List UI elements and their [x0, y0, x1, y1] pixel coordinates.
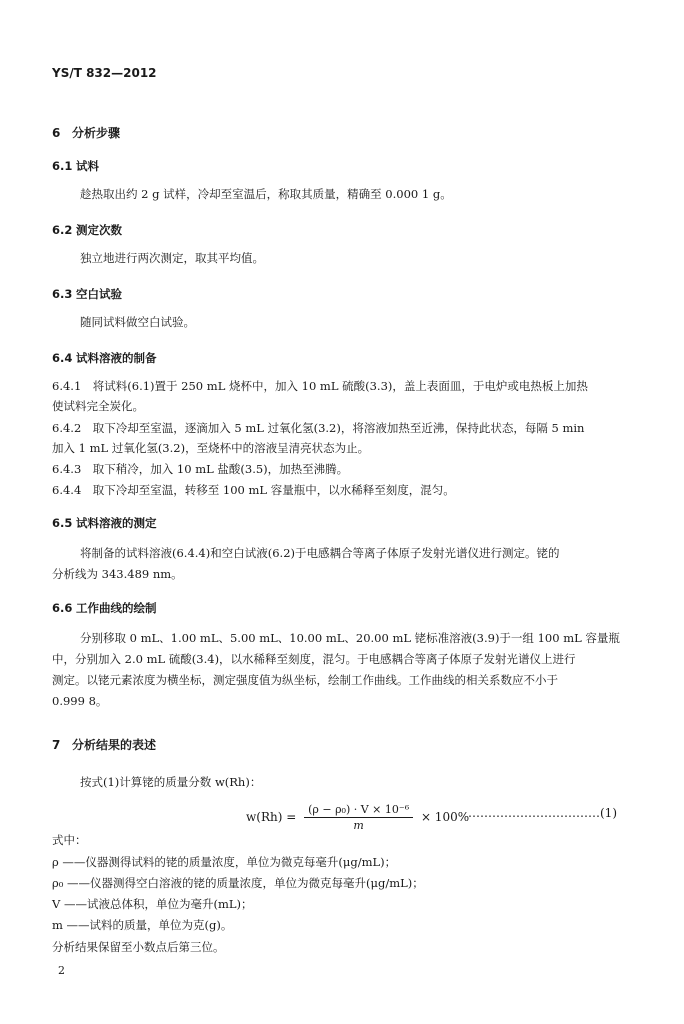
formula-denominator: m	[353, 819, 364, 832]
section-title: 分析步骤	[72, 126, 121, 140]
formula-rhs: × 100%	[420, 810, 470, 824]
standard-code: YS/T 832—2012	[52, 66, 157, 80]
section-6-heading	[52, 124, 120, 141]
section-number: 6.6	[52, 601, 73, 615]
section-6-4-line: 使试料完全炭化。	[52, 399, 144, 413]
formula-numerator: (ρ − ρ₀) · V × 10⁻⁶	[304, 803, 413, 818]
equation-number: ……………………………(1)	[468, 806, 617, 820]
section-6-4-line: 6.4.4 取下冷却至室温，转移至 100 mL 容量瓶中，以水稀释至刻度，混匀。	[52, 483, 455, 497]
definition-item: m ——试料的质量，单位为克(g)。	[52, 918, 233, 932]
formula-lhs: w(Rh) =	[246, 810, 297, 824]
formula-fraction	[304, 803, 413, 832]
section-number: 6	[52, 126, 61, 140]
section-7-heading	[52, 736, 156, 753]
section-6-4-line: 加入 1 mL 过氧化氢(3.2)，至烧杯中的溶液呈清亮状态为止。	[52, 441, 370, 455]
section-6-3-heading	[52, 286, 122, 302]
section-6-2-text: 独立地进行两次测定，取其平均值。	[80, 251, 264, 265]
section-number: 6.3	[52, 287, 73, 301]
mass-fraction-formula	[246, 803, 469, 832]
section-6-6-line: 中，分别加入 2.0 mL 硫酸(3.4)，以水稀释至刻度，混匀。于电感耦合等离子体原子发射光谱仪上进行	[52, 652, 576, 666]
section-6-3-text: 随同试料做空白试验。	[80, 315, 195, 329]
page-number: 2	[58, 964, 65, 977]
section-title: 空白试验	[76, 287, 122, 301]
section-6-5-line: 将制备的试料溶液(6.4.4)和空白试液(6.2)于电感耦合等离子体原子发射光谱仪进行测定。铑的	[80, 546, 560, 560]
section-6-4-line: 6.4.3 取下稍冷，加入 10 mL 盐酸(3.5)，加热至沸腾。	[52, 462, 349, 476]
definition-item: V ——试液总体积，单位为毫升(mL)；	[52, 897, 253, 911]
section-7-closing: 分析结果保留至小数点后第三位。	[52, 940, 225, 954]
section-title: 测定次数	[76, 223, 122, 237]
section-6-2-heading	[52, 222, 122, 238]
section-6-1-text: 趁热取出约 2 g 试样，冷却至室温后，称取其质量，精确至 0.000 1 g。	[80, 187, 452, 201]
section-6-6-heading	[52, 600, 157, 616]
section-6-4-line: 6.4.2 取下冷却至室温，逐滴加入 5 mL 过氧化氢(3.2)，将溶液加热至近沸，保持此状态，每隔 5 min	[52, 421, 585, 435]
section-number: 6.4	[52, 351, 73, 365]
section-title: 分析结果的表述	[72, 738, 157, 752]
section-6-5-line: 分析线为 343.489 nm。	[52, 567, 183, 581]
section-number: 6.5	[52, 516, 73, 530]
section-6-6-line: 分别移取 0 mL、1.00 mL、5.00 mL、10.00 mL、20.00 mL 铑标准溶液(3.9)于一组 100 mL 容量瓶	[80, 631, 620, 645]
definition-item: ρ ——仪器测得试料的铑的质量浓度，单位为微克每毫升(μg/mL)；	[52, 855, 397, 869]
section-number: 6.2	[52, 223, 73, 237]
section-6-4-heading	[52, 350, 157, 366]
where-label: 式中：	[52, 833, 87, 847]
section-title: 工作曲线的绘制	[76, 601, 157, 615]
section-number: 7	[52, 738, 61, 752]
section-6-1-heading	[52, 158, 99, 174]
section-number: 6.1	[52, 159, 73, 173]
section-6-6-line: 0.999 8。	[52, 694, 108, 708]
section-6-5-heading	[52, 515, 157, 531]
section-title: 试料	[76, 159, 99, 173]
section-6-6-line: 测定。以铑元素浓度为横坐标，测定强度值为纵坐标，绘制工作曲线。工作曲线的相关系数应不小于	[52, 673, 558, 687]
definition-item: ρ₀ ——仪器测得空白溶液的铑的质量浓度，单位为微克每毫升(μg/mL)；	[52, 876, 424, 890]
section-title: 试料溶液的制备	[76, 351, 157, 365]
section-7-intro: 按式(1)计算铑的质量分数 w(Rh)：	[80, 775, 262, 789]
section-6-4-line: 6.4.1 将试料(6.1)置于 250 mL 烧杯中，加入 10 mL 硫酸(3.3)，盖上表面皿，于电炉或电热板上加热	[52, 379, 588, 393]
section-title: 试料溶液的测定	[76, 516, 157, 530]
